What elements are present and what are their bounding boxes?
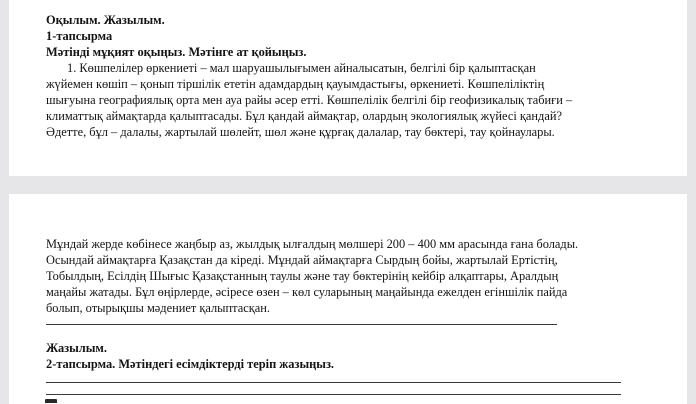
text-line: Әдетте, бұл – далалы, жартылай шөлейт, шөл және құрғақ далалар, тау бөктері, тау қойнаулары.: [46, 125, 555, 139]
text-line: климаттық аймақтарда қалыптасады. Бұл қандай аймақтар, олардың экологиялық жүйесі қандай?: [46, 109, 562, 123]
text-line: жүйемен көшіп – қонып тіршілік ететін адамдардың қауымдастығы, өркениеті. Көшпеліліктің: [46, 77, 545, 91]
text-line: маңайы жатады. Бұл өңірлерде, әсіресе өзен – көл суларының маңайында ежелден егіншілік пайда: [46, 285, 568, 299]
document-page-top: [9, 0, 687, 176]
section-heading: Оқылым. Жазылым.: [46, 13, 165, 27]
text-line: Осындай аймақтарға Қазақстан да кіреді. Мұндай аймақтарға Сырдың бойы, жартылай Ертістің,: [46, 253, 558, 267]
answer-line: [46, 324, 557, 325]
task2-instruction: 2-тапсырма. Мәтіндегі есімдіктерді теріп жазыңыз.: [46, 357, 335, 371]
answer-line: [46, 394, 621, 395]
task1-label: 1-тапсырма: [46, 29, 113, 43]
answer-line: [46, 382, 621, 383]
text-line: Тобылдың, Есілдің Шығыс Қазақстанның таулы және тау бөктерінің кейбір алқаптары, Аралдың: [46, 269, 559, 283]
text-line: 1. Көшпелілер өркениеті – мал шаруашылығымен айналысатын, белгілі бір қалыптасқан: [67, 61, 536, 75]
task1-instruction: Мәтінді мұқият оқыңыз. Мәтінге ат қойыңыз.: [46, 45, 307, 59]
writing-heading: Жазылым.: [46, 341, 107, 355]
cropped-text-fragment: [45, 399, 57, 403]
document-page-bottom: [9, 194, 687, 404]
text-line: шығуына географиялық орта мен ауа райы әсер етті. Көшпелілік белгілі бір геофизикалық табиғи –: [46, 93, 573, 107]
text-line: Мұндай жерде көбінесе жаңбыр аз, жылдық ылғалдың мөлшері 200 – 400 мм арасында ғана болады.: [46, 237, 579, 251]
text-line: болып, отырықшы мәдениет қалыптасқан.: [46, 301, 270, 315]
